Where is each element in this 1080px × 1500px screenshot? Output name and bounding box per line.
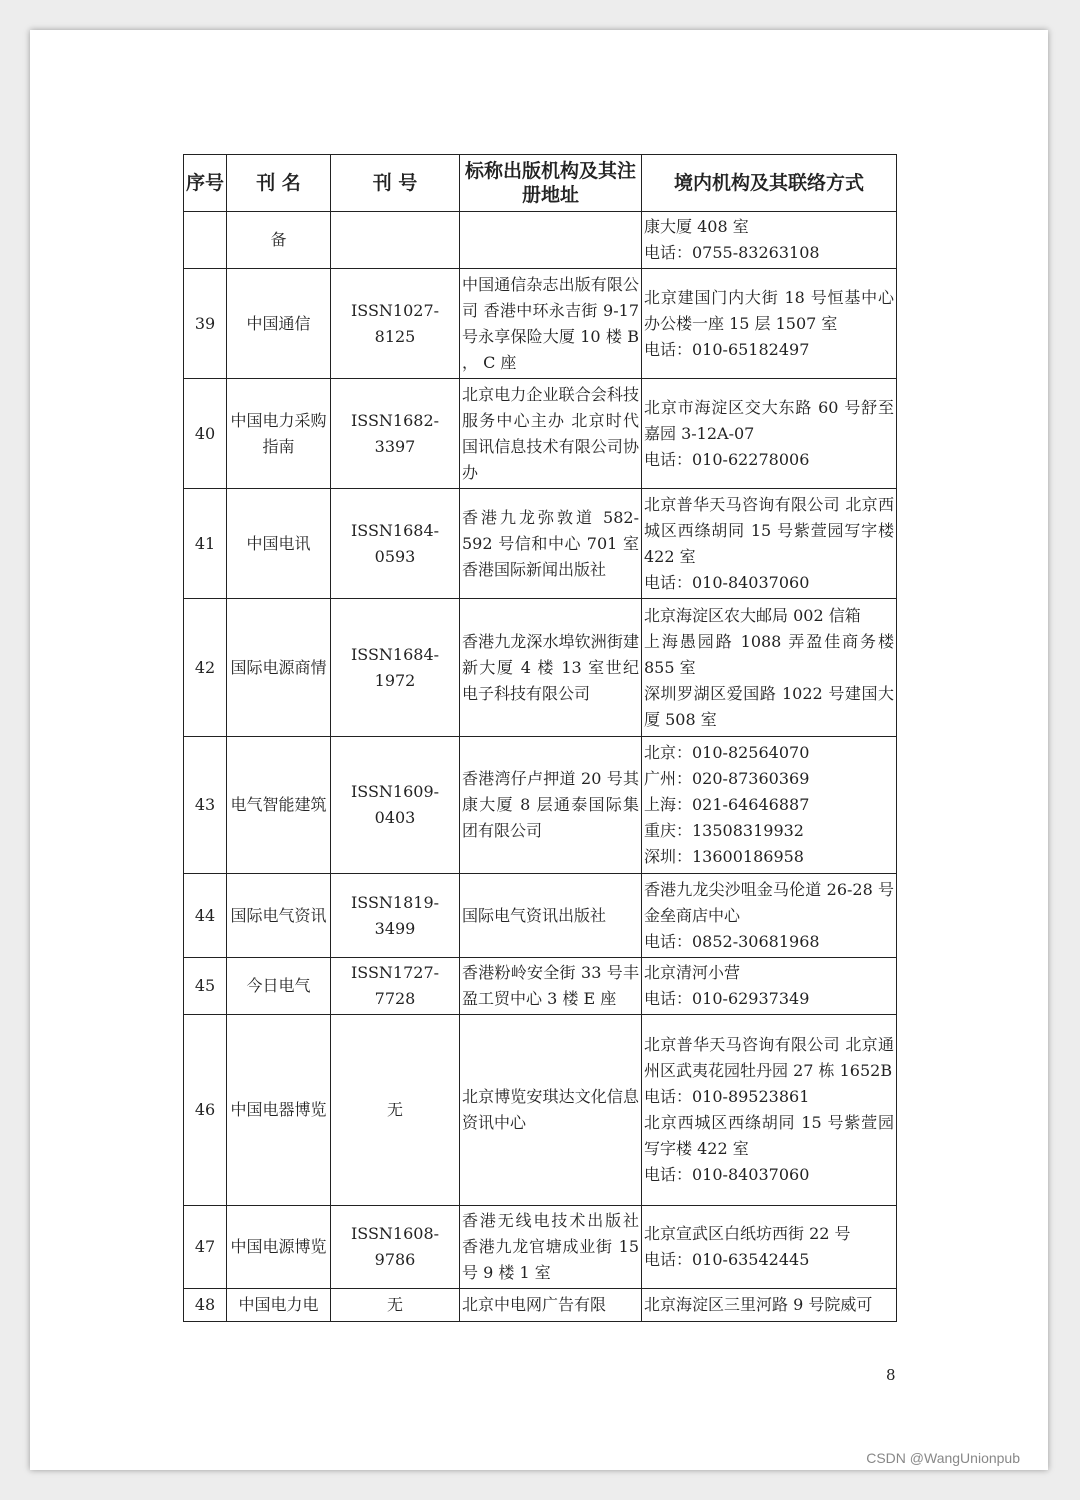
contact-line: 深圳：13600186958	[644, 847, 804, 866]
journal-table	[183, 154, 897, 1322]
row-number: 45	[184, 958, 227, 1015]
issn-number: ISSN1684-0593	[331, 489, 460, 599]
contact-line: 北京西城区西绦胡同 15 号紫萱园写字楼 422 室	[644, 1113, 894, 1158]
issn-number	[331, 212, 460, 269]
contact-info	[642, 874, 897, 958]
contact-line: 北京：010-82564070	[644, 743, 810, 762]
journal-name: 中国通信	[227, 269, 331, 379]
contact-line: 上海愚园路 1088 弄盈佳商务楼 855 室	[644, 631, 894, 677]
table-row	[184, 1289, 897, 1322]
row-number: 48	[184, 1289, 227, 1322]
publisher-info: 香港湾仔卢押道 20 号其康大厦 8 层通泰国际集团有限公司	[460, 737, 642, 874]
table-row	[184, 1206, 897, 1289]
table-row	[184, 269, 897, 379]
contact-line: 北京海淀区三里河路 9 号院威可	[644, 1295, 873, 1314]
contact-info	[642, 212, 897, 269]
contact-line: 电话：010-62937349	[644, 989, 810, 1008]
issn-number: ISSN1727-7728	[331, 958, 460, 1015]
journal-name: 备	[227, 212, 331, 269]
table-row	[184, 489, 897, 599]
publisher-info	[460, 212, 642, 269]
contact-line: 北京市海淀区交大东路 60 号舒至嘉园 3-12A-07	[644, 397, 894, 443]
contact-info	[642, 958, 897, 1015]
journal-name: 中国电力采购指南	[227, 379, 331, 489]
table-row	[184, 958, 897, 1015]
journal-name: 中国电力电	[227, 1289, 331, 1322]
row-number: 43	[184, 737, 227, 874]
page-number: 8	[886, 1366, 896, 1384]
journal-name: 中国电器博览	[227, 1015, 331, 1206]
issn-number: ISSN1027-8125	[331, 269, 460, 379]
contact-line: 重庆：13508319932	[644, 821, 804, 840]
contact-info	[642, 1206, 897, 1289]
journal-name: 中国电讯	[227, 489, 331, 599]
table-row	[184, 874, 897, 958]
issn-number: ISSN1682-3397	[331, 379, 460, 489]
row-number: 39	[184, 269, 227, 379]
contact-line: 香港九龙尖沙咀金马伦道 26-28 号金垒商店中心	[644, 879, 894, 925]
publisher-info: 北京电力企业联合会科技服务中心主办 北京时代国讯信息技术有限公司协办	[460, 379, 642, 489]
contact-line: 电话：010-89523861	[644, 1087, 810, 1106]
contact-line: 北京建国门内大街 18 号恒基中心办公楼一座 15 层 1507 室	[644, 287, 894, 333]
contact-line: 北京普华天马咨询有限公司 北京通州区武夷花园牡丹园 27 栋 1652B	[644, 1035, 894, 1080]
table-header-row	[184, 155, 897, 212]
issn-number: ISSN1819-3499	[331, 874, 460, 958]
contact-info	[642, 1289, 897, 1322]
row-number: 47	[184, 1206, 227, 1289]
table-row	[184, 379, 897, 489]
contact-line: 电话：010-65182497	[644, 339, 810, 359]
row-number: 44	[184, 874, 227, 958]
publisher-info: 香港无线电技术出版社 香港九龙官塘成业街 15 号 9 楼 1 室	[460, 1206, 642, 1289]
contact-info	[642, 379, 897, 489]
contact-line: 电话：0755-83263108	[644, 243, 820, 262]
issn-number: ISSN1608-9786	[331, 1206, 460, 1289]
watermark: CSDN @WangUnionpub	[866, 1450, 1020, 1466]
row-number	[184, 212, 227, 269]
row-number: 40	[184, 379, 227, 489]
contact-line: 北京宣武区白纸坊西街 22 号	[644, 1224, 851, 1243]
table-row	[184, 1015, 897, 1206]
publisher-info: 香港九龙深水埠钦洲街建新大厦 4 楼 13 室世纪电子科技有限公司	[460, 599, 642, 737]
contact-info	[642, 599, 897, 737]
contact-line: 深圳罗湖区爱国路 1022 号建国大厦 508 室	[644, 683, 894, 729]
contact-line: 北京清河小营	[644, 963, 741, 982]
header-org: 标称出版机构及其注册地址	[460, 155, 642, 212]
contact-line: 电话：010-84037060	[644, 1165, 810, 1184]
table-row	[184, 599, 897, 737]
journal-name: 电气智能建筑	[227, 737, 331, 874]
contact-line: 北京海淀区农大邮局 002 信箱	[644, 605, 861, 625]
table-row	[184, 737, 897, 874]
contact-line: 电话：010-84037060	[644, 572, 810, 592]
journal-name: 国际电源商情	[227, 599, 331, 737]
contact-line: 北京普华天马咨询有限公司 北京西城区西绦胡同 15 号紫萱园写字楼 422 室	[644, 494, 894, 566]
contact-line: 电话：010-63542445	[644, 1250, 810, 1269]
header-contact: 境内机构及其联络方式	[642, 155, 897, 212]
publisher-info: 香港粉岭安全街 33 号丰盈工贸中心 3 楼 E 座	[460, 958, 642, 1015]
issn-number: 无	[331, 1289, 460, 1322]
contact-info	[642, 737, 897, 874]
header-num: 序号	[184, 155, 227, 212]
contact-line: 电话：010-62278006	[644, 449, 810, 469]
contact-line: 康大厦 408 室	[644, 217, 749, 236]
document-page	[30, 30, 1048, 1470]
issn-number: 无	[331, 1015, 460, 1206]
contact-line: 电话：0852-30681968	[644, 931, 820, 951]
row-number: 42	[184, 599, 227, 737]
contact-info	[642, 269, 897, 379]
row-number: 46	[184, 1015, 227, 1206]
publisher-info: 香港九龙弥敦道 582-592 号信和中心 701 室香港国际新闻出版社	[460, 489, 642, 599]
issn-number: ISSN1684-1972	[331, 599, 460, 737]
contact-line: 上海：021-64646887	[644, 795, 810, 814]
journal-name: 今日电气	[227, 958, 331, 1015]
journal-name: 中国电源博览	[227, 1206, 331, 1289]
publisher-info: 中国通信杂志出版有限公司 香港中环永吉街 9-17 号永享保险大厦 10 楼 B ， C 座	[460, 269, 642, 379]
contact-info	[642, 489, 897, 599]
contact-line: 广州：020-87360369	[644, 769, 810, 788]
publisher-info: 北京博览安琪达文化信息资讯中心	[460, 1015, 642, 1206]
table-row	[184, 212, 897, 269]
header-issn: 刊 号	[331, 155, 460, 212]
header-name: 刊 名	[227, 155, 331, 212]
contact-info	[642, 1015, 897, 1206]
journal-name: 国际电气资讯	[227, 874, 331, 958]
row-number: 41	[184, 489, 227, 599]
publisher-info: 国际电气资讯出版社	[460, 874, 642, 958]
issn-number: ISSN1609-0403	[331, 737, 460, 874]
publisher-info: 北京中电网广告有限	[460, 1289, 642, 1322]
